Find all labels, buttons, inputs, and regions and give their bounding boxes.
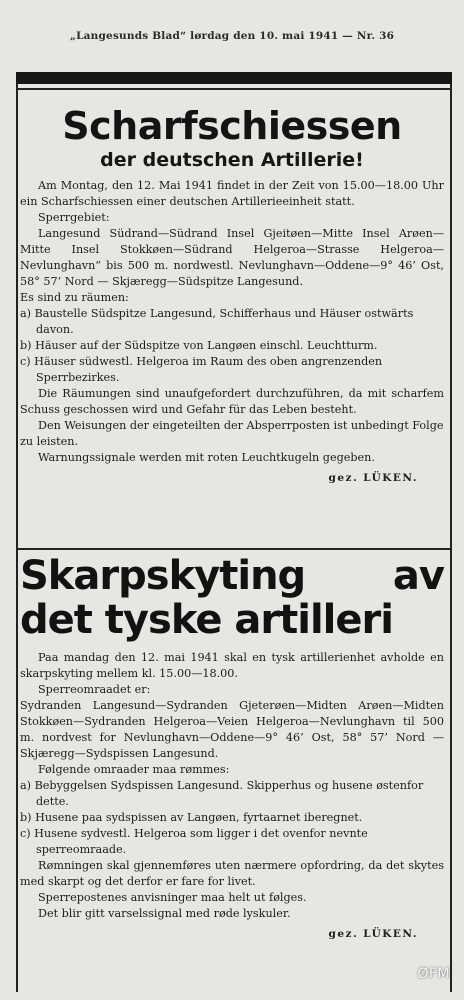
norwegian-area-text: Sydranden Langesund—Sydranden Gjeterøen—Midten Arøen—Midten Stokkøen—Sydranden Helgeroa—Veien Helgeroa—Nevlunghavn til 500 m. nordvest for Nevlunghavn—Oddene—9° 46’ Ost, 58° 57’ Nord — Skjæregg—Sydspissen Langesund. [20,699,444,760]
german-item-a: a) Baustelle Südspitze Langesund, Schifferhaus und Häuser ostwärts davon. [20,307,414,336]
norwegian-title-word: Skarpskyting [20,553,306,599]
norwegian-body [20,650,444,942]
norwegian-evac-label: Følgende omraader maa rømmes: [38,763,230,776]
german-notice [20,104,444,486]
german-area-text: Langesund Südrand—Südrand Insel Gjeitøen—Mitte Insel Arøen—Mitte Insel Stokkøen—Südrand Helgeroa—Strasse Helgeroa—Nevlunghavn“ bis 500 m. nordwestl. Nevlunghavn—Oddene—9° 46’ Ost, 58° 57’ Nord — Skjæregg—Südspitze Langesund. [20,227,444,288]
top-thick-rule [16,72,452,84]
top-thin-rule [16,88,452,90]
separator-rule [16,548,452,550]
german-para-2: Den Weisungen der eingeteilten der Absperrposten ist unbedingt Folge zu leisten. [20,419,444,448]
norwegian-para-2: Sperrepostenes anvisninger maa helt ut følges. [38,891,307,904]
german-title: Scharfschiessen [62,104,402,148]
german-body [20,178,444,486]
german-subtitle: der deutschen Artillerie! [100,149,364,171]
german-item-c: c) Häuser südwestl. Helgeroa im Raum des oben angrenzenden Sperrbezirkes. [20,355,383,384]
german-para-1: Die Räumungen sind unaufgefordert durchzuführen, da mit scharfem Schuss geschossen wird und Gefahr für das Leben besteht. [20,387,444,416]
newspaper-masthead: „Langesunds Blad“ lørdag den 10. mai 1941 — Nr. 36 [69,30,395,42]
german-intro: Am Montag, den 12. Mai 1941 findet in der Zeit von 15.00—18.00 Uhr ein Scharfschiessen einer deutschen Artillerieeinheit statt. [20,179,444,208]
norwegian-title [20,554,444,642]
norwegian-para-1: Rømningen skal gjennemføres uten nærmere opfordring, da det skytes med skarpt og det derfor er fare for livet. [20,859,444,888]
norwegian-intro: Paa mandag den 12. mai 1941 skal en tysk artillerienhet avholde en skarpskyting mellem kl. 15.00—18.00. [20,651,444,680]
norwegian-notice [20,554,444,942]
german-para-3: Warnungssignale werden mit roten Leuchtkugeln gegeben. [38,451,375,464]
german-signature: gez. LÜKEN. [328,472,418,484]
norwegian-area-label: Sperreomraadet er: [38,683,151,696]
norwegian-title-line2: det tyske artilleri [20,597,393,643]
norwegian-signature: gez. LÜKEN. [328,928,418,940]
norwegian-para-3: Det blir gitt varselssignal med røde lyskuler. [38,907,291,920]
norwegian-item-a: a) Bebyggelsen Sydspissen Langesund. Skipperhus og husene østenfor dette. [20,779,424,808]
norwegian-title-av: av [392,553,444,599]
german-item-b: b) Häuser auf der Südspitze von Langøen einschl. Leuchtturm. [20,339,378,352]
german-evac-label: Es sind zu räumen: [20,291,129,304]
german-area-label: Sperrgebiet: [38,211,110,224]
norwegian-item-b: b) Husene paa sydspissen av Langøen, fyrtaarnet iberegnet. [20,811,363,824]
watermark: ØFM [417,966,450,982]
norwegian-item-c: c) Husene sydvestl. Helgeroa som ligger i det ovenfor nevnte sperreomraade. [20,827,368,856]
